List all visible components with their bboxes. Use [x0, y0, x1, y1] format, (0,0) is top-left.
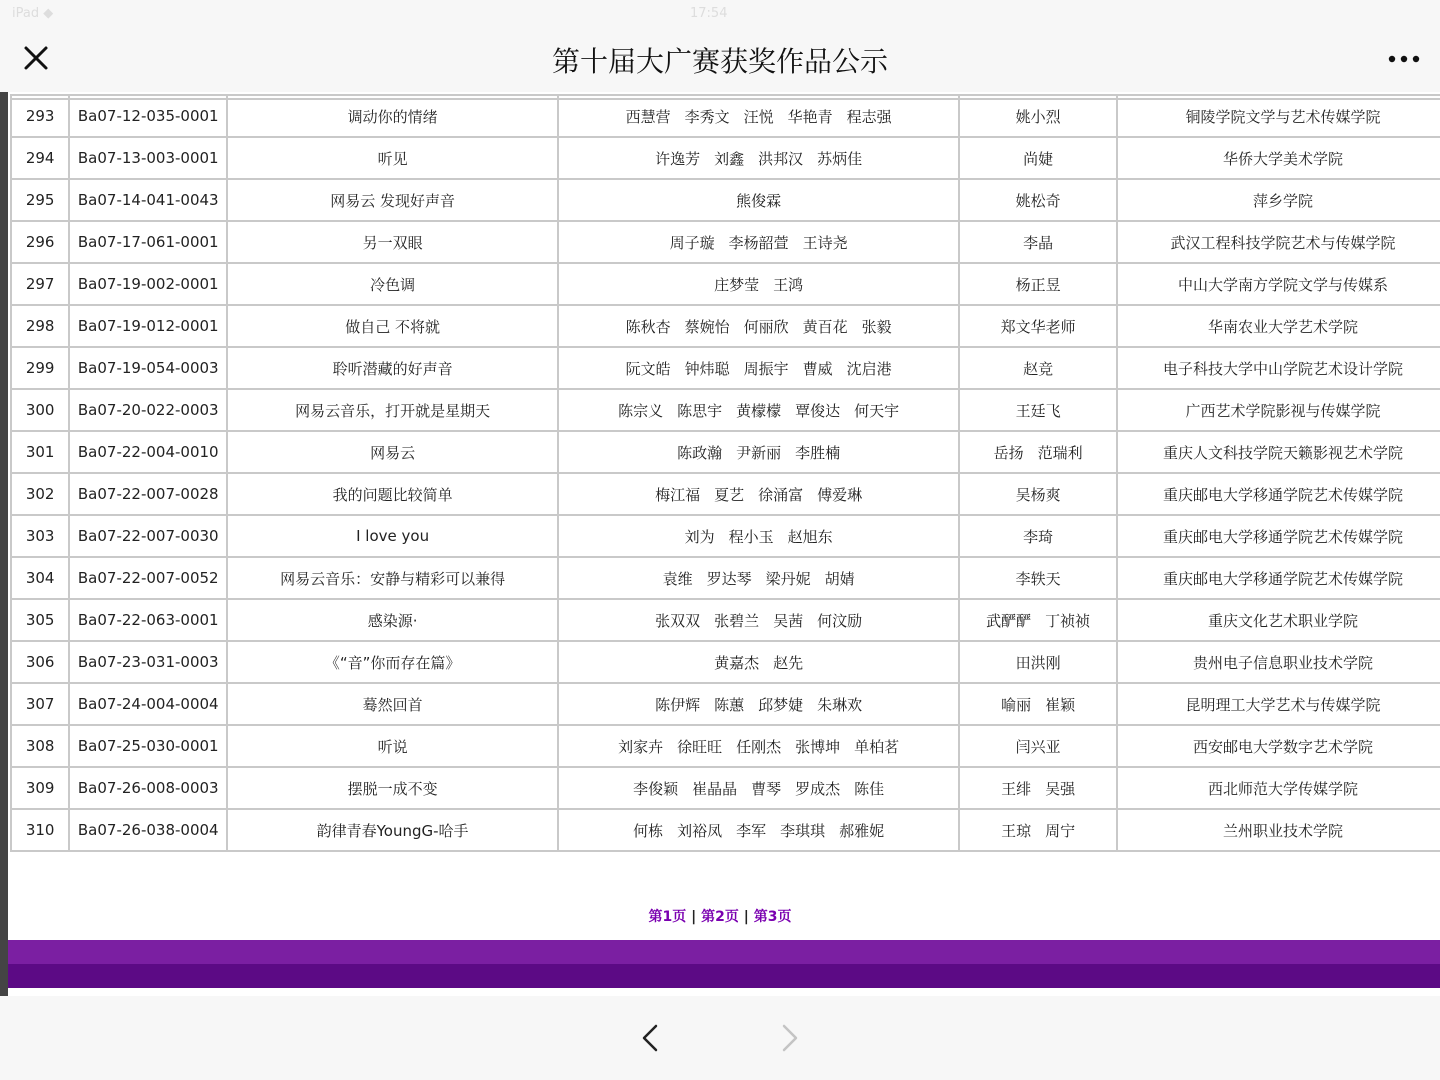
school-name: 铜陵学院文学与艺术传媒学院	[1117, 95, 1440, 137]
authors-cell	[558, 767, 959, 809]
table-row	[11, 767, 1440, 809]
author-name: 梅江福	[655, 485, 701, 504]
school-name: 西安邮电大学数字艺术学院	[1117, 725, 1440, 767]
authors-cell	[558, 809, 959, 851]
school-name: 中山大学南方学院文学与传媒系	[1117, 263, 1440, 305]
author-name: 李军	[736, 821, 767, 840]
row-number: 295	[11, 179, 69, 221]
advisors-cell	[959, 641, 1117, 683]
table-row	[11, 599, 1440, 641]
advisors-cell	[959, 515, 1117, 557]
authors-cell	[558, 557, 959, 599]
work-title: 韵律青春YoungG-哈手	[227, 809, 558, 851]
entry-code: Ba07-22-007-0052	[69, 557, 227, 599]
author-name: 袁维	[662, 569, 693, 588]
school-name: 电子科技大学中山学院艺术设计学院	[1117, 347, 1440, 389]
school-name: 贵州电子信息职业技术学院	[1117, 641, 1440, 683]
author-name: 李胜楠	[795, 443, 841, 462]
row-number: 293	[11, 95, 69, 137]
author-name: 徐旺旺	[677, 737, 723, 756]
author-name: 王诗尧	[802, 233, 848, 252]
authors-cell	[558, 137, 959, 179]
author-name: 华艳青	[787, 107, 833, 126]
advisor-name: 武酽酽	[986, 611, 1032, 630]
author-name: 覃俊达	[795, 401, 841, 420]
work-title: I love you	[227, 515, 558, 557]
work-title: 蓦然回首	[227, 683, 558, 725]
pagination	[0, 906, 1440, 926]
author-name: 吴茜	[773, 611, 804, 630]
author-name: 徐涌富	[758, 485, 804, 504]
row-number: 304	[11, 557, 69, 599]
author-name: 程小玉	[728, 527, 774, 546]
work-title: 摆脱一成不变	[227, 767, 558, 809]
entry-code: Ba07-24-004-0004	[69, 683, 227, 725]
entry-code: Ba07-13-003-0001	[69, 137, 227, 179]
table-row	[11, 347, 1440, 389]
school-name: 西北师范大学传媒学院	[1117, 767, 1440, 809]
authors-cell	[558, 263, 959, 305]
row-number: 306	[11, 641, 69, 683]
status-device: iPad ◆	[12, 6, 54, 21]
advisor-name: 田洪刚	[1015, 653, 1061, 672]
school-name: 华南农业大学艺术学院	[1117, 305, 1440, 347]
advisor-name: 丁祯祯	[1045, 611, 1091, 630]
author-name: 胡婧	[824, 569, 855, 588]
school-name: 重庆邮电大学移通学院艺术传媒学院	[1117, 515, 1440, 557]
entry-code: Ba07-22-007-0028	[69, 473, 227, 515]
advisor-name: 姚小烈	[1015, 107, 1061, 126]
table-row	[11, 431, 1440, 473]
advisors-cell	[959, 767, 1117, 809]
advisor-name: 周宁	[1045, 821, 1076, 840]
author-name: 郝雅妮	[839, 821, 885, 840]
entry-code: Ba07-19-054-0003	[69, 347, 227, 389]
row-number: 305	[11, 599, 69, 641]
entry-code: Ba07-26-008-0003	[69, 767, 227, 809]
author-name: 朱琳欢	[817, 695, 863, 714]
author-name: 汪悦	[743, 107, 774, 126]
author-name: 黄嘉杰	[714, 653, 760, 672]
row-number: 303	[11, 515, 69, 557]
page-separator: |	[691, 909, 697, 925]
work-title: 网易云音乐，打开就是星期天	[227, 389, 558, 431]
entry-code: Ba07-22-004-0010	[69, 431, 227, 473]
row-number: 300	[11, 389, 69, 431]
page-left-edge	[0, 92, 8, 996]
author-name: 张毅	[861, 317, 892, 336]
author-name: 刘家卉	[618, 737, 664, 756]
work-title: 做自己 不将就	[227, 305, 558, 347]
footer-bar-dark	[8, 964, 1440, 988]
school-name: 昆明理工大学艺术与传媒学院	[1117, 683, 1440, 725]
work-title: 网易云	[227, 431, 558, 473]
author-name: 蔡婉怡	[684, 317, 730, 336]
advisor-name: 王琼	[1001, 821, 1032, 840]
advisor-name: 杨正昱	[1015, 275, 1061, 294]
page-link-2[interactable]: 第2页	[701, 909, 739, 925]
table-row	[11, 641, 1440, 683]
entry-code: Ba07-20-022-0003	[69, 389, 227, 431]
author-name: 许逸芳	[655, 149, 701, 168]
table-row	[11, 305, 1440, 347]
author-name: 单柏茗	[854, 737, 900, 756]
awards-table	[10, 94, 1440, 852]
entry-code: Ba07-17-061-0001	[69, 221, 227, 263]
row-number: 298	[11, 305, 69, 347]
school-name: 广西艺术学院影视与传媒学院	[1117, 389, 1440, 431]
advisor-name: 赵竞	[1023, 359, 1054, 378]
school-name: 萍乡学院	[1117, 179, 1440, 221]
advisor-name: 闫兴亚	[1015, 737, 1061, 756]
school-name: 重庆人文科技学院天籁影视艺术学院	[1117, 431, 1440, 473]
author-name: 罗成杰	[795, 779, 841, 798]
author-name: 王鸿	[773, 275, 804, 294]
work-title: 聆听潜藏的好声音	[227, 347, 558, 389]
entry-code: Ba07-19-002-0001	[69, 263, 227, 305]
author-name: 陈佳	[854, 779, 885, 798]
advisor-name: 吴杨爽	[1015, 485, 1061, 504]
author-name: 罗达琴	[706, 569, 752, 588]
author-name: 陈政瀚	[677, 443, 723, 462]
advisor-name: 吴强	[1045, 779, 1076, 798]
page-separator: |	[743, 909, 749, 925]
advisor-name: 崔颖	[1045, 695, 1076, 714]
table-row	[11, 221, 1440, 263]
advisor-name: 喻丽	[1001, 695, 1032, 714]
status-bar	[0, 0, 1440, 28]
table-row	[11, 179, 1440, 221]
footer-bar	[8, 940, 1440, 964]
table-row	[11, 473, 1440, 515]
table-row	[11, 683, 1440, 725]
advisor-name: 姚松奇	[1015, 191, 1061, 210]
advisors-cell	[959, 473, 1117, 515]
row-number: 297	[11, 263, 69, 305]
advisors-cell	[959, 599, 1117, 641]
authors-cell	[558, 305, 959, 347]
advisors-cell	[959, 725, 1117, 767]
author-name: 何汶励	[817, 611, 863, 630]
advisor-name: 尚婕	[1023, 149, 1054, 168]
school-name: 兰州职业技术学院	[1117, 809, 1440, 851]
more-options-button[interactable]	[1384, 44, 1424, 74]
author-name: 苏炳佳	[817, 149, 863, 168]
author-name: 李琪琪	[780, 821, 826, 840]
entry-code: Ba07-22-063-0001	[69, 599, 227, 641]
advisors-cell	[959, 221, 1117, 263]
advisor-name: 郑文华老师	[1000, 317, 1076, 336]
author-name: 钟炜聪	[684, 359, 730, 378]
back-button[interactable]	[632, 1018, 672, 1058]
advisor-name: 范瑞利	[1037, 443, 1083, 462]
author-name: 陈秋杏	[625, 317, 671, 336]
school-name: 华侨大学美术学院	[1117, 137, 1440, 179]
advisors-cell	[959, 347, 1117, 389]
author-name: 张博坤	[795, 737, 841, 756]
author-name: 陈蕙	[714, 695, 745, 714]
authors-cell	[558, 683, 959, 725]
row-number: 296	[11, 221, 69, 263]
advisor-name: 王廷飞	[1015, 401, 1061, 420]
author-name: 赵旭东	[787, 527, 833, 546]
table-row	[11, 557, 1440, 599]
author-name: 庄梦莹	[714, 275, 760, 294]
page-title: 第十届大广赛获奖作品公示	[551, 45, 888, 78]
work-title: 《“音”你而存在篇》	[227, 641, 558, 683]
author-name: 张碧兰	[714, 611, 760, 630]
author-name: 曹琴	[751, 779, 782, 798]
authors-cell	[558, 599, 959, 641]
advisors-cell	[959, 683, 1117, 725]
author-name: 任刚杰	[736, 737, 782, 756]
chevron-left-icon	[632, 1018, 672, 1058]
author-name: 刘鑫	[714, 149, 745, 168]
author-name: 崔晶晶	[692, 779, 738, 798]
work-title: 感染源·	[227, 599, 558, 641]
work-title: 我的问题比较简单	[227, 473, 558, 515]
row-number: 308	[11, 725, 69, 767]
table-row	[11, 809, 1440, 851]
author-name: 何栋	[633, 821, 664, 840]
advisors-cell	[959, 809, 1117, 851]
author-name: 何天宇	[854, 401, 900, 420]
authors-cell	[558, 515, 959, 557]
author-name: 邱梦婕	[758, 695, 804, 714]
authors-cell	[558, 473, 959, 515]
entry-code: Ba07-26-038-0004	[69, 809, 227, 851]
advisors-cell	[959, 137, 1117, 179]
advisor-name: 王绯	[1001, 779, 1032, 798]
authors-cell	[558, 725, 959, 767]
advisors-cell	[959, 263, 1117, 305]
school-name: 重庆邮电大学移通学院艺术传媒学院	[1117, 557, 1440, 599]
advisor-name: 李晶	[1023, 233, 1054, 252]
table-row	[11, 725, 1440, 767]
work-title: 听见	[227, 137, 558, 179]
advisors-cell	[959, 431, 1117, 473]
awards-table-body	[11, 95, 1440, 851]
work-title: 网易云音乐：安静与精彩可以兼得	[227, 557, 558, 599]
page-link-1[interactable]: 第1页	[648, 909, 687, 925]
row-number: 301	[11, 431, 69, 473]
authors-cell	[558, 641, 959, 683]
author-name: 曹威	[802, 359, 833, 378]
authors-cell	[558, 347, 959, 389]
row-number: 310	[11, 809, 69, 851]
row-number: 302	[11, 473, 69, 515]
work-title: 网易云 发现好声音	[227, 179, 558, 221]
entry-code: Ba07-14-041-0043	[69, 179, 227, 221]
table-row	[11, 95, 1440, 137]
author-name: 熊俊霖	[736, 191, 782, 210]
school-name: 重庆文化艺术职业学院	[1117, 599, 1440, 641]
table-row	[11, 515, 1440, 557]
table-row	[11, 137, 1440, 179]
authors-cell	[558, 431, 959, 473]
author-name: 夏艺	[714, 485, 745, 504]
author-name: 刘为	[684, 527, 715, 546]
author-name: 程志强	[846, 107, 892, 126]
author-name: 赵先	[773, 653, 804, 672]
author-name: 黄百花	[802, 317, 848, 336]
author-name: 李杨韶萱	[728, 233, 789, 252]
author-name: 周振宇	[743, 359, 789, 378]
author-name: 何丽欣	[743, 317, 789, 336]
row-number: 307	[11, 683, 69, 725]
advisors-cell	[959, 95, 1117, 137]
work-title: 调动你的情绪	[227, 95, 558, 137]
author-name: 阮文皓	[625, 359, 671, 378]
author-name: 洪邦汉	[758, 149, 804, 168]
row-number: 294	[11, 137, 69, 179]
author-name: 李俊颖	[633, 779, 679, 798]
author-name: 周子璇	[669, 233, 715, 252]
author-name: 尹新丽	[736, 443, 782, 462]
advisor-name: 岳扬	[993, 443, 1024, 462]
author-name: 黄檬檬	[736, 401, 782, 420]
row-number: 309	[11, 767, 69, 809]
entry-code: Ba07-23-031-0003	[69, 641, 227, 683]
author-name: 李秀文	[684, 107, 730, 126]
authors-cell	[558, 221, 959, 263]
page-link-3[interactable]: 第3页	[753, 909, 792, 925]
author-name: 西慧营	[625, 107, 671, 126]
advisor-name: 李琦	[1023, 527, 1054, 546]
forward-button[interactable]	[770, 1018, 810, 1058]
author-name: 陈宗义	[618, 401, 664, 420]
entry-code: Ba07-25-030-0001	[69, 725, 227, 767]
authors-cell	[558, 95, 959, 137]
author-name: 陈伊辉	[655, 695, 701, 714]
entry-code: Ba07-12-035-0001	[69, 95, 227, 137]
more-icon	[1384, 44, 1424, 74]
entry-code: Ba07-19-012-0001	[69, 305, 227, 347]
table-row	[11, 389, 1440, 431]
work-title: 冷色调	[227, 263, 558, 305]
author-name: 刘裕凤	[677, 821, 723, 840]
work-title: 另一双眼	[227, 221, 558, 263]
row-number: 299	[11, 347, 69, 389]
school-name: 重庆邮电大学移通学院艺术传媒学院	[1117, 473, 1440, 515]
status-time: 17:54	[690, 6, 728, 21]
entry-code: Ba07-22-007-0030	[69, 515, 227, 557]
chevron-right-icon	[770, 1018, 810, 1058]
advisors-cell	[959, 305, 1117, 347]
author-name: 傅爱琳	[817, 485, 863, 504]
advisors-cell	[959, 557, 1117, 599]
author-name: 张双双	[655, 611, 701, 630]
table-row	[11, 263, 1440, 305]
work-title: 听说	[227, 725, 558, 767]
top-navigation-bar	[0, 0, 1440, 92]
advisor-name: 李轶天	[1015, 569, 1061, 588]
bottom-navigation-bar	[0, 996, 1440, 1080]
school-name: 武汉工程科技学院艺术与传媒学院	[1117, 221, 1440, 263]
advisors-cell	[959, 179, 1117, 221]
author-name: 沈启港	[846, 359, 892, 378]
author-name: 陈思宇	[677, 401, 723, 420]
advisors-cell	[959, 389, 1117, 431]
authors-cell	[558, 179, 959, 221]
web-content[interactable]	[0, 92, 1440, 996]
authors-cell	[558, 389, 959, 431]
author-name: 梁丹妮	[765, 569, 811, 588]
